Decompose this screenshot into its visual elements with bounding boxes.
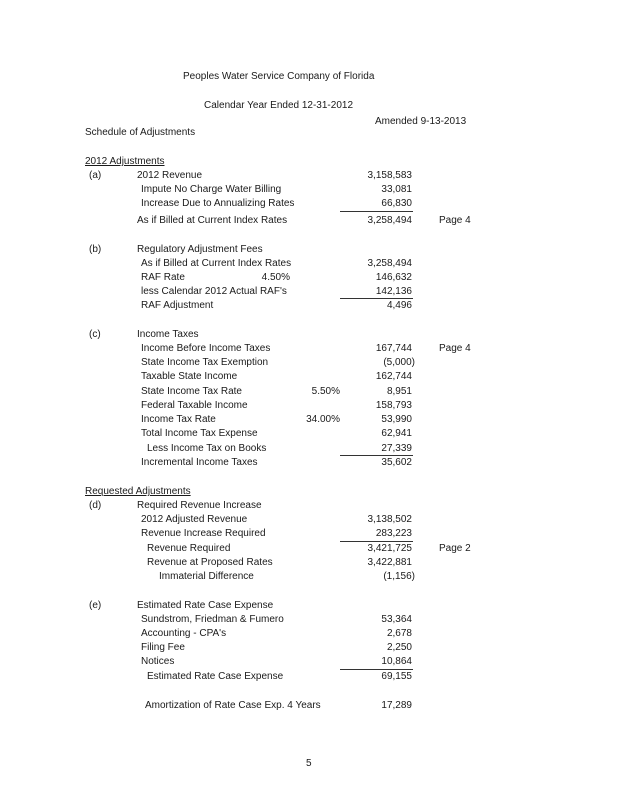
e-line-label: Estimated Rate Case Expense [147,671,284,682]
c-line-label: Taxable State Income [141,371,238,382]
d-line-label: Revenue at Proposed Rates [147,557,273,568]
d-line-value: 3,138,502 [367,514,412,525]
c-title: Income Taxes [137,329,199,340]
b-line-value: 142,136 [375,286,412,297]
c-line-label: State Income Tax Rate [141,386,242,397]
c-line-value: (5,000) [383,357,415,368]
c-line-value: 62,941 [381,428,412,439]
a-line-label: As if Billed at Current Index Rates [137,215,288,226]
subtotal-rule [340,669,413,670]
b-line-label: RAF Rate [141,272,185,283]
e-line-label: Notices [141,656,175,667]
section-heading-2012-adjustments: 2012 Adjustments [85,156,165,167]
d-line-value: 3,421,725 [367,543,412,554]
b-line-label: RAF Adjustment [141,300,214,311]
subtotal-rule [340,211,413,212]
c-line-label: Less Income Tax on Books [147,443,267,454]
page-reference: Page 4 [439,215,471,226]
item-tag-a: (a) [89,170,102,181]
d-line-value: 3,422,881 [367,557,412,568]
c-line-label: Total Income Tax Expense [141,428,258,439]
a-line-value: 33,081 [381,184,412,195]
item-tag-c: (c) [89,329,101,340]
c-line-label: Federal Taxable Income [141,400,248,411]
b-line-label: As if Billed at Current Index Rates [141,258,292,269]
c-line-value: 53,990 [381,414,412,425]
c-line-label: Income Tax Rate [141,414,216,425]
a-line-value: 3,258,494 [367,215,412,226]
b-line-label: less Calendar 2012 Actual RAF's [141,286,287,297]
e-line-label: Amortization of Rate Case Exp. 4 Years [145,700,321,711]
b-line-value: 4,496 [386,300,412,311]
section-heading-requested-adjustments: Requested Adjustments [85,486,191,497]
b-line-value: 3,258,494 [367,258,412,269]
c-rate: 34.00% [306,414,340,425]
c-line-value: 167,744 [375,343,412,354]
a-line-label: Impute No Charge Water Billing [141,184,282,195]
c-line-label: Income Before Income Taxes [141,343,271,354]
a-line-value: 66,830 [381,198,412,209]
c-line-value: 158,793 [375,400,412,411]
e-line-value: 2,678 [386,628,412,639]
e-title: Estimated Rate Case Expense [137,600,274,611]
period-title: Calendar Year Ended 12-31-2012 [204,100,354,111]
e-line-value: 10,864 [381,656,412,667]
d-line-value: (1,156) [383,571,415,582]
d-line-label: Revenue Required [147,543,231,554]
c-line-value: 27,339 [381,443,412,454]
c-line-value: 162,744 [375,371,412,382]
a-title-value: 3,158,583 [367,170,412,181]
e-line-value: 69,155 [381,671,412,682]
d-line-label: 2012 Adjusted Revenue [141,514,248,525]
d-line-label: Immaterial Difference [159,571,254,582]
a-title: 2012 Revenue [137,170,203,181]
d-line-value: 283,223 [375,528,412,539]
c-line-value: 8,951 [386,386,412,397]
e-line-label: Accounting - CPA's [141,628,227,639]
b-rate: 4.50% [261,272,290,283]
subtotal-rule [340,455,413,456]
page-number: 5 [306,758,312,769]
c-rate: 5.50% [311,386,340,397]
subtotal-rule [340,541,413,542]
c-line-label: Incremental Income Taxes [141,457,258,468]
item-tag-d: (d) [89,500,102,511]
item-tag-b: (b) [89,244,102,255]
e-line-label: Filing Fee [141,642,185,653]
amended-note: Amended 9-13-2013 [375,116,467,127]
b-line-value: 146,632 [375,272,412,283]
e-line-value: 2,250 [386,642,412,653]
schedule-title: Schedule of Adjustments [85,127,196,138]
e-line-value: 53,364 [381,614,412,625]
d-line-label: Revenue Increase Required [141,528,266,539]
company-title: Peoples Water Service Company of Florida [183,71,375,82]
e-line-label: Sundstrom, Friedman & Fumero [141,614,284,625]
e-line-value: 17,289 [381,700,412,711]
a-line-label: Increase Due to Annualizing Rates [141,198,295,209]
c-line-label: State Income Tax Exemption [141,357,269,368]
subtotal-rule [340,298,413,299]
b-title: Regulatory Adjustment Fees [137,244,263,255]
c-line-value: 35,602 [381,457,412,468]
item-tag-e: (e) [89,600,102,611]
d-title: Required Revenue Increase [137,500,262,511]
page-reference: Page 2 [439,543,471,554]
page-reference: Page 4 [439,343,471,354]
